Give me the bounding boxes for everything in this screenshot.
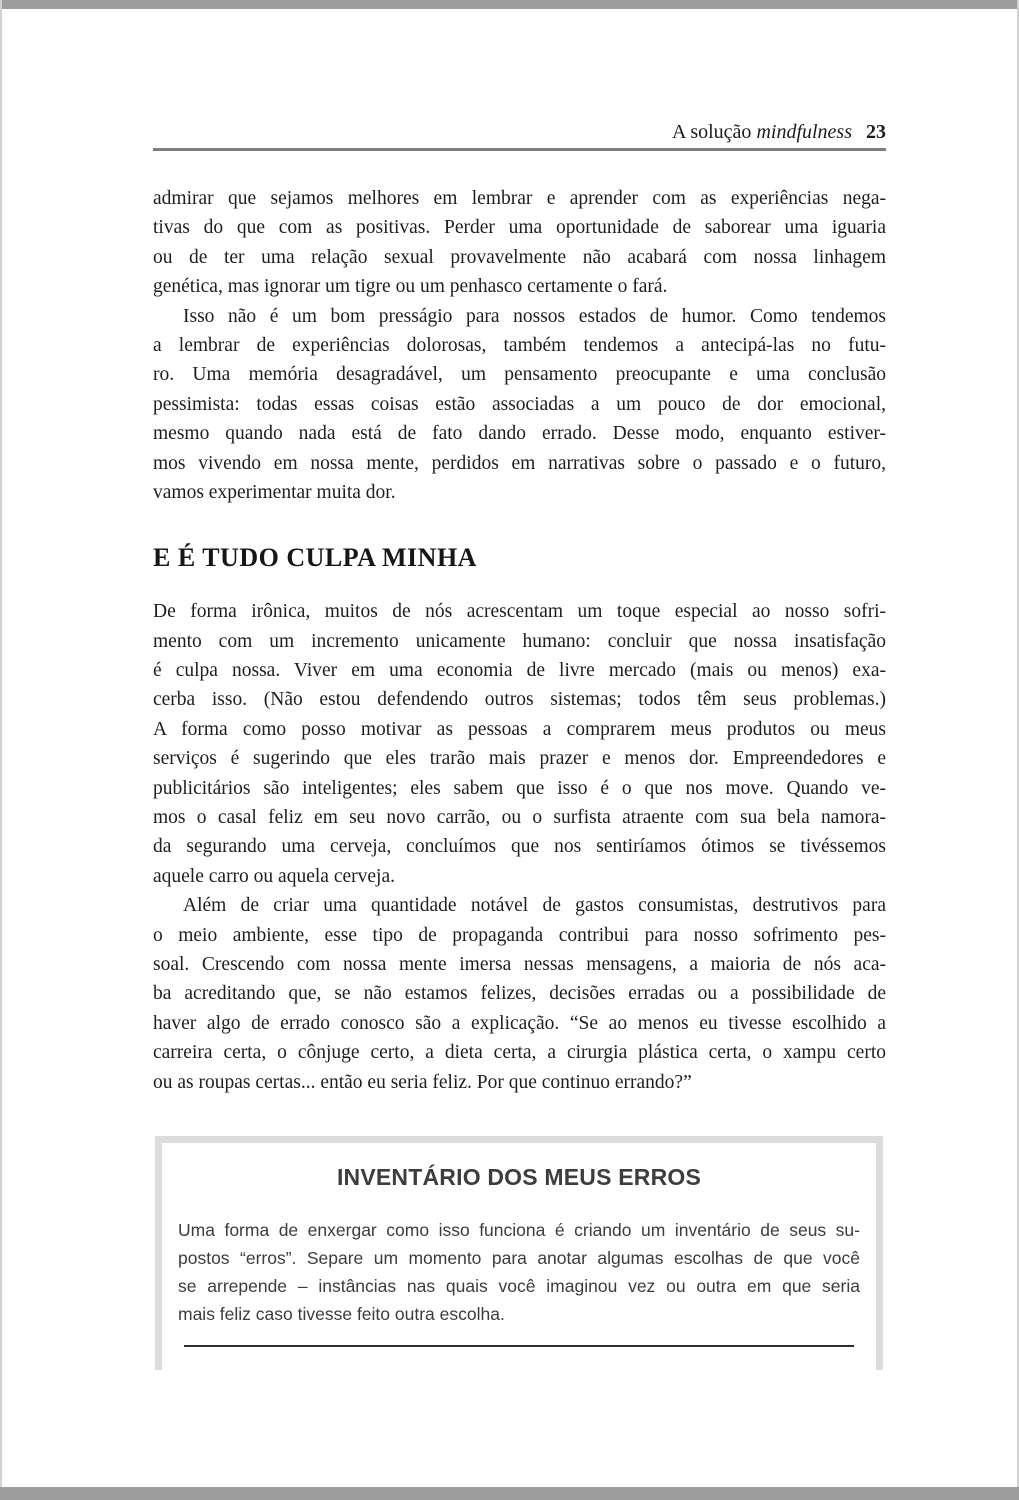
text-line: ou as roupas certas... então eu seria feliz. Por que continuo errando?” <box>153 1071 692 1093</box>
text-line: mais feliz caso tivesse feito outra escolha. <box>178 1304 505 1324</box>
text-line: postos “erros”. Separe um momento para anotar algumas escolhas de que você <box>178 1248 860 1268</box>
text-line: vamos experimentar muita dor. <box>153 481 396 503</box>
running-head-title-italic: mindfulness <box>756 121 852 143</box>
writing-line <box>184 1345 854 1347</box>
body-text-column <box>153 184 886 1097</box>
text-line: Uma forma de enxergar como isso funciona é criando um inventário de seus su- <box>178 1220 860 1240</box>
text-line: o meio ambiente, esse tipo de propaganda contribui para nosso sofrimento pes- <box>153 924 886 946</box>
callout-title: INVENTÁRIO DOS MEUS ERROS <box>336 1164 702 1190</box>
text-line: De forma irônica, muitos de nós acrescentam um toque especial ao nosso sofri- <box>153 601 886 623</box>
callout-box <box>155 1136 883 1370</box>
text-line: ro. Uma memória desagradável, um pensamento preocupante e uma conclusão <box>153 364 886 386</box>
text-line: mos vivendo em nossa mente, perdidos em narrativas sobre o passado e o futuro, <box>153 452 886 474</box>
text-line: aquele carro ou aquela cerveja. <box>153 865 395 887</box>
paragraph <box>153 891 886 1097</box>
text-line: se arrepende – instâncias nas quais você imaginou vez ou outra em que seria <box>178 1276 860 1296</box>
page-left-edge <box>0 0 2 1500</box>
section-heading: E É TUDO CULPA MINHA <box>153 543 477 573</box>
paragraph <box>153 597 886 891</box>
text-line: admirar que sejamos melhores em lembrar e aprender com as experiências nega- <box>153 188 886 209</box>
text-line: mento com um incremento unicamente humano: concluir que nossa insatisfação <box>153 630 886 652</box>
text-line: da segurando uma cerveja, concluímos que nos sentiríamos ótimos se tivéssemos <box>153 836 886 858</box>
text-line: Além de criar uma quantidade notável de gastos consumistas, destrutivos para <box>183 895 886 917</box>
text-line: pessimista: todas essas coisas estão associadas a um pouco de dor emocional, <box>153 393 886 415</box>
text-line: soal. Crescendo com nossa mente imersa nessas mensagens, a maioria de nós aca- <box>153 953 886 975</box>
text-line: ou de ter uma relação sexual provavelmente não acabará com nossa linhagem <box>153 246 886 268</box>
text-line: carreira certa, o cônjuge certo, a dieta certa, a cirurgia plástica certa, o xampu certo <box>153 1042 886 1064</box>
page-top-edge <box>0 0 1019 9</box>
page-number: 23 <box>866 121 886 143</box>
text-line: tivas do que com as positivas. Perder uma oportunidade de saborear uma iguaria <box>153 217 886 239</box>
text-line: serviços é sugerindo que eles trarão mais prazer e menos dor. Empreendedores e <box>153 748 886 770</box>
text-line: mesmo quando nada está de fato dando errado. Desse modo, enquanto estiver- <box>153 423 886 445</box>
paragraph <box>153 184 886 302</box>
text-line: ba acreditando que, se não estamos felizes, decisões erradas ou a possibilidade de <box>153 983 886 1005</box>
text-line: mos o casal feliz em seu novo carrão, ou o surfista atraente com sua bela namora- <box>153 807 886 829</box>
callout-body <box>178 1216 860 1328</box>
text-line: Isso não é um bom presságio para nossos estados de humor. Como tendemos <box>183 305 886 327</box>
text-line: genética, mas ignorar um tigre ou um penhasco certamente o fará. <box>153 276 668 298</box>
text-line: a lembrar de experiências dolorosas, também tendemos a antecipá-las no futu- <box>153 334 886 356</box>
text-line: cerba isso. (Não estou defendendo outros sistemas; todos têm seus problemas.) <box>153 689 886 711</box>
paragraph <box>153 302 886 508</box>
text-line: é culpa nossa. Viver em uma economia de livre mercado (mais ou menos) exa- <box>153 660 886 682</box>
text-line: A forma como posso motivar as pessoas a comprarem meus produtos ou meus <box>153 718 886 740</box>
running-head-title: A solução <box>672 121 757 143</box>
text-line: publicitários são inteligentes; eles sabem que isso é o que nos move. Quando ve- <box>153 777 886 799</box>
header-rule <box>153 148 886 151</box>
page-bottom-edge <box>0 1487 1019 1500</box>
running-head <box>153 120 886 144</box>
text-line: haver algo de errado conosco são a explicação. “Se ao menos eu tivesse escolhido a <box>153 1012 886 1034</box>
